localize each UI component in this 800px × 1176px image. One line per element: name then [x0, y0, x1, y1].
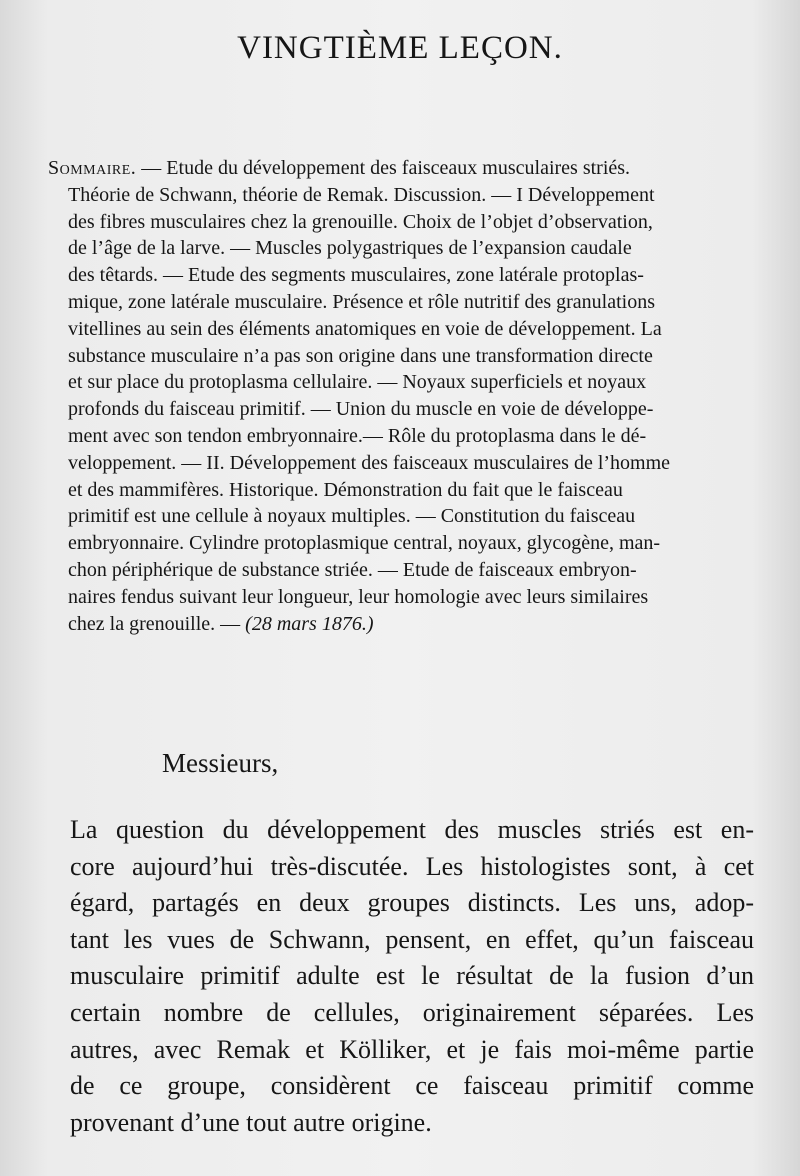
summary-line: embryonnaire. Cylindre protoplasmique central, noyaux, glycogène, man- — [68, 532, 661, 555]
body-line: tant les vues de Schwann, pensent, en effet, qu’un faisceau — [70, 924, 754, 954]
summary-line: veloppement. — II. Développement des faisceaux musculaires de l’homme — [68, 451, 671, 474]
summary-line: chon périphérique de substance striée. — Etude de faisceaux embryon- — [68, 558, 637, 581]
summary-line: substance musculaire n’a pas son origine dans une transformation directe — [68, 344, 653, 367]
body-line: certain nombre de cellules, originairement séparées. Les — [70, 997, 754, 1027]
body-line: égard, partagés en deux groupes distincts. Les uns, adop- — [70, 888, 754, 918]
lecture-date: (28 mars 1876.) — [245, 612, 374, 635]
summary-line: de l’âge de la larve. — Muscles polygastriques de l’expansion caudale — [68, 237, 632, 260]
body-line: musculaire primitif adulte est le résultat de la fusion d’un — [70, 961, 754, 991]
body-line: core aujourd’hui très-discutée. Les histologistes sont, à cet — [70, 851, 754, 881]
body-line: autres, avec Remak et Kölliker, et je fais moi-même partie — [70, 1034, 754, 1064]
body-line: de ce groupe, considèrent ce faisceau primitif comme — [70, 1071, 754, 1101]
summary-line: Sommaire. — Etude du développement des faisceaux musculaires striés. — [48, 157, 631, 179]
summary-heading: Sommaire. — [48, 157, 137, 179]
summary-line: Théorie de Schwann, théorie de Remak. Discussion. — I Développement — [68, 183, 655, 206]
summary-line: mique, zone latérale musculaire. Présence et rôle nutritif des granulations — [68, 290, 656, 313]
summary-line: et sur place du protoplasma cellulaire. — Noyaux superficiels et noyaux — [68, 371, 647, 394]
summary-line: et des mammifères. Historique. Démonstration du fait que le faisceau — [68, 478, 623, 501]
body-line: La question du développement des muscles striés est en- — [70, 815, 754, 844]
summary-line: des têtards. — Etude des segments musculaires, zone latérale protoplas- — [68, 264, 644, 287]
chapter-summary — [48, 155, 760, 637]
summary-line: profonds du faisceau primitif. — Union du muscle en voie de développe- — [68, 398, 654, 421]
body-line: provenant d’une tout autre origine. — [70, 1107, 432, 1137]
chapter-title: VINGTIÈME LEÇON. — [237, 30, 563, 66]
body-paragraph — [70, 812, 754, 1141]
summary-line: ment avec son tendon embryonnaire.— Rôle du protoplasma dans le dé- — [68, 424, 647, 447]
summary-line: vitellines au sein des éléments anatomiques en voie de développement. La — [68, 317, 662, 340]
summary-line: des fibres musculaires chez la grenouille. Choix de l’objet d’observation, — [68, 210, 653, 233]
salutation: Messieurs, — [162, 748, 279, 778]
summary-line: primitif est une cellule à noyaux multiples. — Constitution du faisceau — [68, 505, 636, 528]
summary-line: chez la grenouille. — (28 mars 1876.) — [68, 612, 374, 635]
summary-line: naires fendus suivant leur longueur, leur homologie avec leurs similaires — [68, 585, 649, 608]
